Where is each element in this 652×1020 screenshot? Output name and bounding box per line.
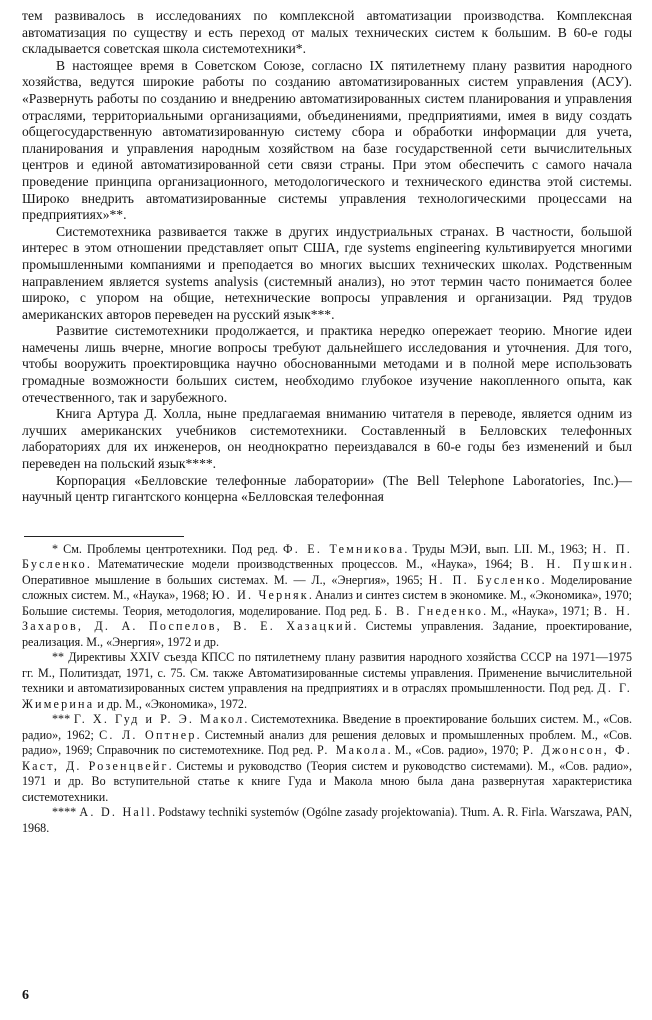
author-name: Р. Макола	[316, 743, 388, 758]
footnote-text: . Труды МЭИ, вып. LII. М., 1963;	[404, 541, 593, 556]
footnote-text: . Моделирование сложных систем. М., «Наука», 1968;	[22, 572, 632, 603]
author-name: В. Н. Пушкин	[520, 557, 629, 572]
footnote-divider	[24, 536, 184, 537]
footnote-text: ***	[52, 712, 74, 727]
page-number: 6	[22, 988, 29, 1003]
main-text	[22, 8, 632, 506]
paragraph-3: Системотехника развивается также в других индустриальных странах. В частности, большой интерес в этом отношении представляет опыт США, где systems engineering культивируется многими промышленными компаниями и преподается во многих высших технических школах. Родственным направлением является systems analysis (системный анализ), но этот термин часто понимается более широко, с упором на общие, нетехнические вопросы управления и организации. Ряд трудов американских авторов переведен на русский язык***.	[22, 223, 632, 322]
footnotes	[22, 542, 632, 837]
author-name: A. D. Hall	[79, 805, 153, 820]
paragraph-1: тем развивалось в исследованиях по комплексной автоматизации производства. Комплексная автоматизация по существу и есть переход от малых технических систем к большим. В 60-е годы складывается советская школа системотехники*.	[22, 8, 632, 57]
footnote-text: . Математические модели производственных процессов. М., «Наука», 1964;	[86, 557, 521, 572]
footnote-text: * См. Проблемы центротехники. Под ред.	[52, 541, 283, 556]
author-name: Б. В. Гнеденко	[375, 603, 484, 618]
footnote-text: . Системы и руководство (Теория систем и руководство системами). М., «Сов. радио», 1971 и др. Во вступительной статье к книге Гуда и Макола мною была дана развернутая характеристика системотехники.	[22, 758, 632, 804]
author-name: С. Л. Оптнер	[99, 727, 197, 742]
author-name: Ф. Е. Темникова	[283, 541, 405, 556]
footnote-text: . Podstawy techniki systemów (Ogólne zasady projektowania). Tłum. A. R. Firla. Warszawa, PAN, 1968.	[22, 805, 632, 835]
paragraph-2: В настоящее время в Советском Союзе, согласно IX пятилетнему плану развития народного хозяйства, ведутся широкие работы по созданию автоматизированных систем управления (АСУ). «Развернуть работы по созданию и внедрению автоматизированных систем планирования и управления отраслями, территориальными организациями, объединениями, предприятиями, имея в виду создать общегосударственную автоматизированную систему сбора и обработки информации для учета, планирования и управления народным хозяйством на базе государственной сети вычислительных центров и единой автоматизированной сети связи страны. При этом обеспечить с самого начала проведение принципа организационного, методологического и технического единства этой системы. Широко внедрить автоматизированные системы управления технологическими процессами на предприятиях»**.	[22, 57, 632, 223]
author-name: Р. Джонсон, Ф. Каст, Д. Розенцвейг	[22, 743, 632, 773]
footnote-text: . М., «Сов. радио», 1970;	[387, 743, 523, 758]
footnote-text: . Системотехника. Введение в проектирование больших систем. М., «Сов. радио», 1962;	[22, 712, 632, 742]
footnote-2	[22, 650, 632, 712]
footnote-1	[22, 542, 632, 651]
author-name: Н. П. Бусленко	[428, 572, 542, 587]
footnote-4	[22, 805, 632, 836]
author-name: Д. Г. Жимерина	[22, 681, 632, 711]
author-name: Ю. И. Черняк	[211, 588, 309, 603]
footnote-text: . Системный анализ для решения деловых и промышленных проблем. М., «Сов. радио», 1969; Справочник по системотехнике. Под ред.	[22, 727, 632, 758]
paragraph-5: Книга Артура Д. Холла, ныне предлагаемая вниманию читателя в переводе, является одним из лучших американских учебников системотехники. Составленный в Белловских телефонных лабораториях для их инженеров, он неоднократно переиздавался в 60-е годы без изменений и был переведен на польский язык****.	[22, 406, 632, 472]
author-name: Н. П. Бусленко	[22, 541, 632, 572]
author-name: В. Н. Захаров, Д. А. Поспелов, В. Е. Хазацкий	[22, 603, 633, 634]
footnote-text: . М., «Наука», 1971;	[483, 603, 594, 618]
paragraph-6: Корпорация «Белловские телефонные лаборатории» (The Bell Telephone Laboratories, Inc.)—научный центр гигантского концерна «Белловская телефонная	[22, 472, 632, 505]
footnote-text: . Системы управления. Задание, проектирование, реализация. М., «Энергия», 1972 и др.	[22, 619, 633, 649]
footnote-text: ** Директивы XXIV съезда КПСС по пятилетнему плану развития народного хозяйства СССР на 1971—1975 гг. М., Политиздат, 1971, с. 75. См. также Автоматизированные системы управления. Применение вычислительной техники и автоматизированных систем управления на предприятиях и в отраслях промышленности. Под ред.	[22, 650, 632, 696]
footnote-text: . Оперативное мышление в больших системах. М. — Л., «Энергия», 1965;	[22, 557, 632, 587]
footnote-text: ****	[52, 805, 80, 820]
paragraph-4: Развитие системотехники продолжается, и практика нередко опережает теорию. Многие идеи намечены лишь вчерне, многие вопросы требуют дальнейшего исследования и уточнения. Для того, чтобы вооружить проектировщика научно обоснованными методами и в полной мере использовать громадные возможности больших систем, необходимо глубокое изучение накопленного опыта, как отечественного, так и зарубежного.	[22, 323, 632, 405]
footnote-text: . Анализ и синтез систем в экономике. М., «Экономика», 1970; Большие системы. Теория, методология, моделирование. Под ред.	[22, 588, 632, 618]
author-name: Г. Х. Гуд и Р. Э. Макол	[73, 712, 245, 727]
footnote-text: и др. М., «Экономика», 1972.	[94, 696, 248, 711]
footnote-3	[22, 712, 632, 805]
